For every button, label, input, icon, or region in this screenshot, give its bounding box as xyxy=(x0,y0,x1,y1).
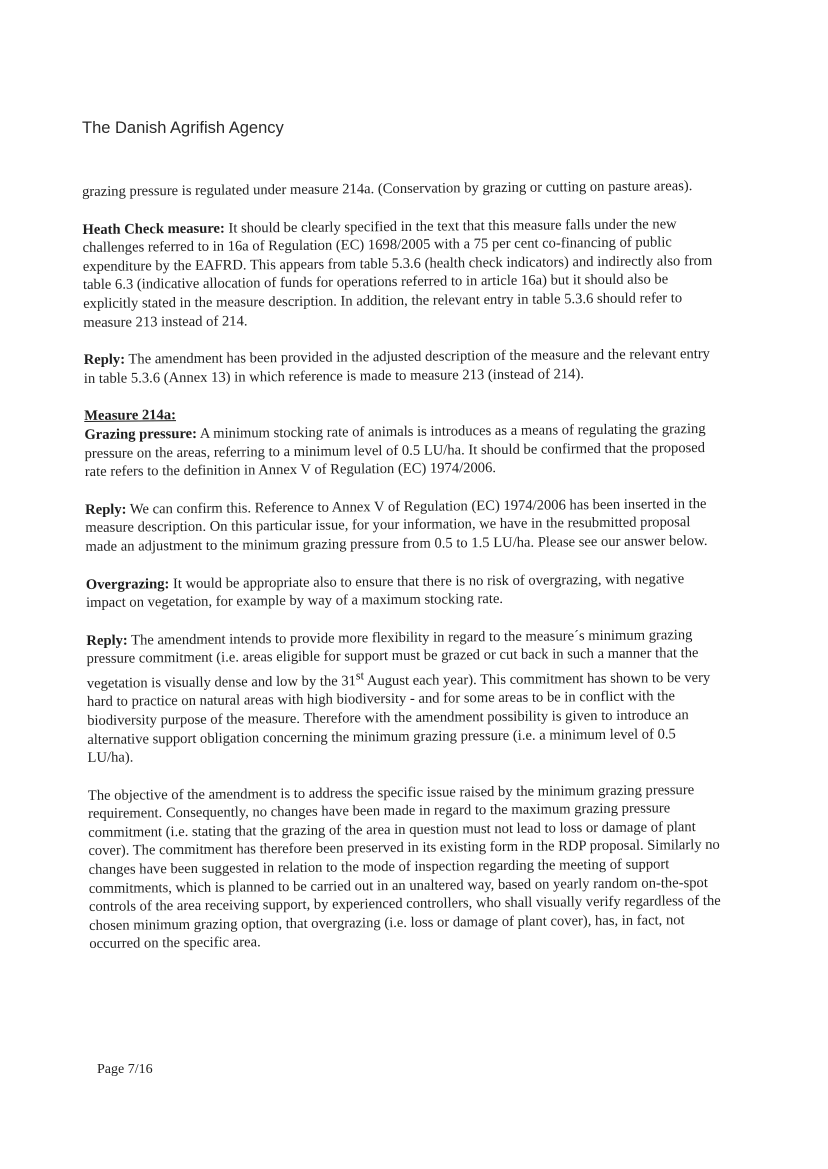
paragraph-reply-3 xyxy=(86,626,723,768)
label-reply-3: Reply: xyxy=(86,632,128,649)
document-body xyxy=(82,177,726,973)
text-reply-3-a: The amendment intends to provide more flexibility in regard to the measure´s minimum grazing pressure commitment (i.e. areas eligible for support must be grazed or cut back in such a manner that the vegetation is visually dense and low by the 31 xyxy=(86,626,699,692)
agency-header: The Danish Agrifish Agency xyxy=(82,119,284,137)
text-health-check: It should be clearly specified in the text that this measure falls under the new challenges referred to in 16a of Regulation (EC) 1698/2005 with a 75 per cent co-financing of public expenditure by the EAFRD. This appears from table 5.3.6 (health check indicators) and indirectly also from table 6.3 (indicative allocation of funds for operations referred to in article 16a) but it should also be explicitly stated in the measure description. In addition, the relevant entry in table 5.3.6 should refer to measure 213 instead of 214. xyxy=(82,215,713,331)
paragraph-grazing-pressure xyxy=(84,401,721,481)
text-overgrazing: It would be appropriate also to ensure that there is no risk of overgrazing, with negative impact on vegetation, for example by way of a maximum stocking rate. xyxy=(85,570,685,612)
label-health-check: Heath Check measure: xyxy=(82,220,225,238)
paragraph-objective: The objective of the amendment is to address the specific issue raised by the minimum grazing pressure requirement. Consequently, no changes have been made in regard to the maximum grazing pressure commitment (i.e. stating that the grazing of the area in question must not lead to loss or damage of plant cover). The commitment has therefore been preserved in its existing form in the RDP proposal. Similarly no changes have been suggested in relation to the mode of inspection regarding the meeting of support commitments, which is planned to be carried out in an unaltered way, based on yearly random on-the-spot controls of the area receiving support, by experienced controllers, who shall visually verify regardless of the chosen minimum grazing option, that overgrazing (i.e. loss or damage of plant cover), has, in fact, not occurred on the specific area. xyxy=(87,781,721,953)
text-reply-1: The amendment has been provided in the adjusted description of the measure and the relevant entry in table 5.3.6 (Annex 13) in which reference is made to measure 213 (instead of 214). xyxy=(83,346,711,387)
text-grazing-pressure: A minimum stocking rate of animals is introduces as a means of regulating the grazing pressure on the areas, referring to a minimum level of 0.5 LU/ha. It should be confirmed that the proposed rate refers to the definition in Annex V of Regulation (EC) 1974/2006. xyxy=(84,420,706,481)
section-heading-214a: Measure 214a: xyxy=(84,407,177,425)
label-reply-1: Reply: xyxy=(83,351,126,369)
paragraph-grazing-intro: grazing pressure is regulated under measure 214a. (Conservation by grazing or cutting on pasture areas). xyxy=(82,178,693,200)
paragraph-reply-2 xyxy=(85,495,722,557)
paragraph-reply-1 xyxy=(84,345,720,388)
paragraph-health-check xyxy=(82,214,719,332)
label-overgrazing: Overgrazing: xyxy=(85,575,170,593)
page-number: Page 7/16 xyxy=(97,1062,153,1077)
label-grazing-pressure: Grazing pressure: xyxy=(84,425,198,443)
label-reply-2: Reply: xyxy=(85,501,127,518)
paragraph-overgrazing xyxy=(86,569,722,612)
text-reply-3-b: August each year). This commitment has shown to be very hard to practice on natural areas with high biodiversity - and for some areas to be in conflict with the biodiversity purpose of the measure. Therefore with the amendment possibility is given to introduce an alternative support obligation concerning the minimum grazing pressure (i.e. a minimum level of 0.5 LU/ha). xyxy=(86,669,711,767)
ordinal-suffix: st xyxy=(355,668,365,683)
text-reply-2: We can confirm this. Reference to Annex V of Regulation (EC) 1974/2006 has been inserted in the measure description. On this particular issue, for your information, we have in the resubmitted proposal made an adjustment to the minimum grazing pressure from 0.5 to 1.5 LU/ha. Please see our answer below. xyxy=(85,495,708,555)
